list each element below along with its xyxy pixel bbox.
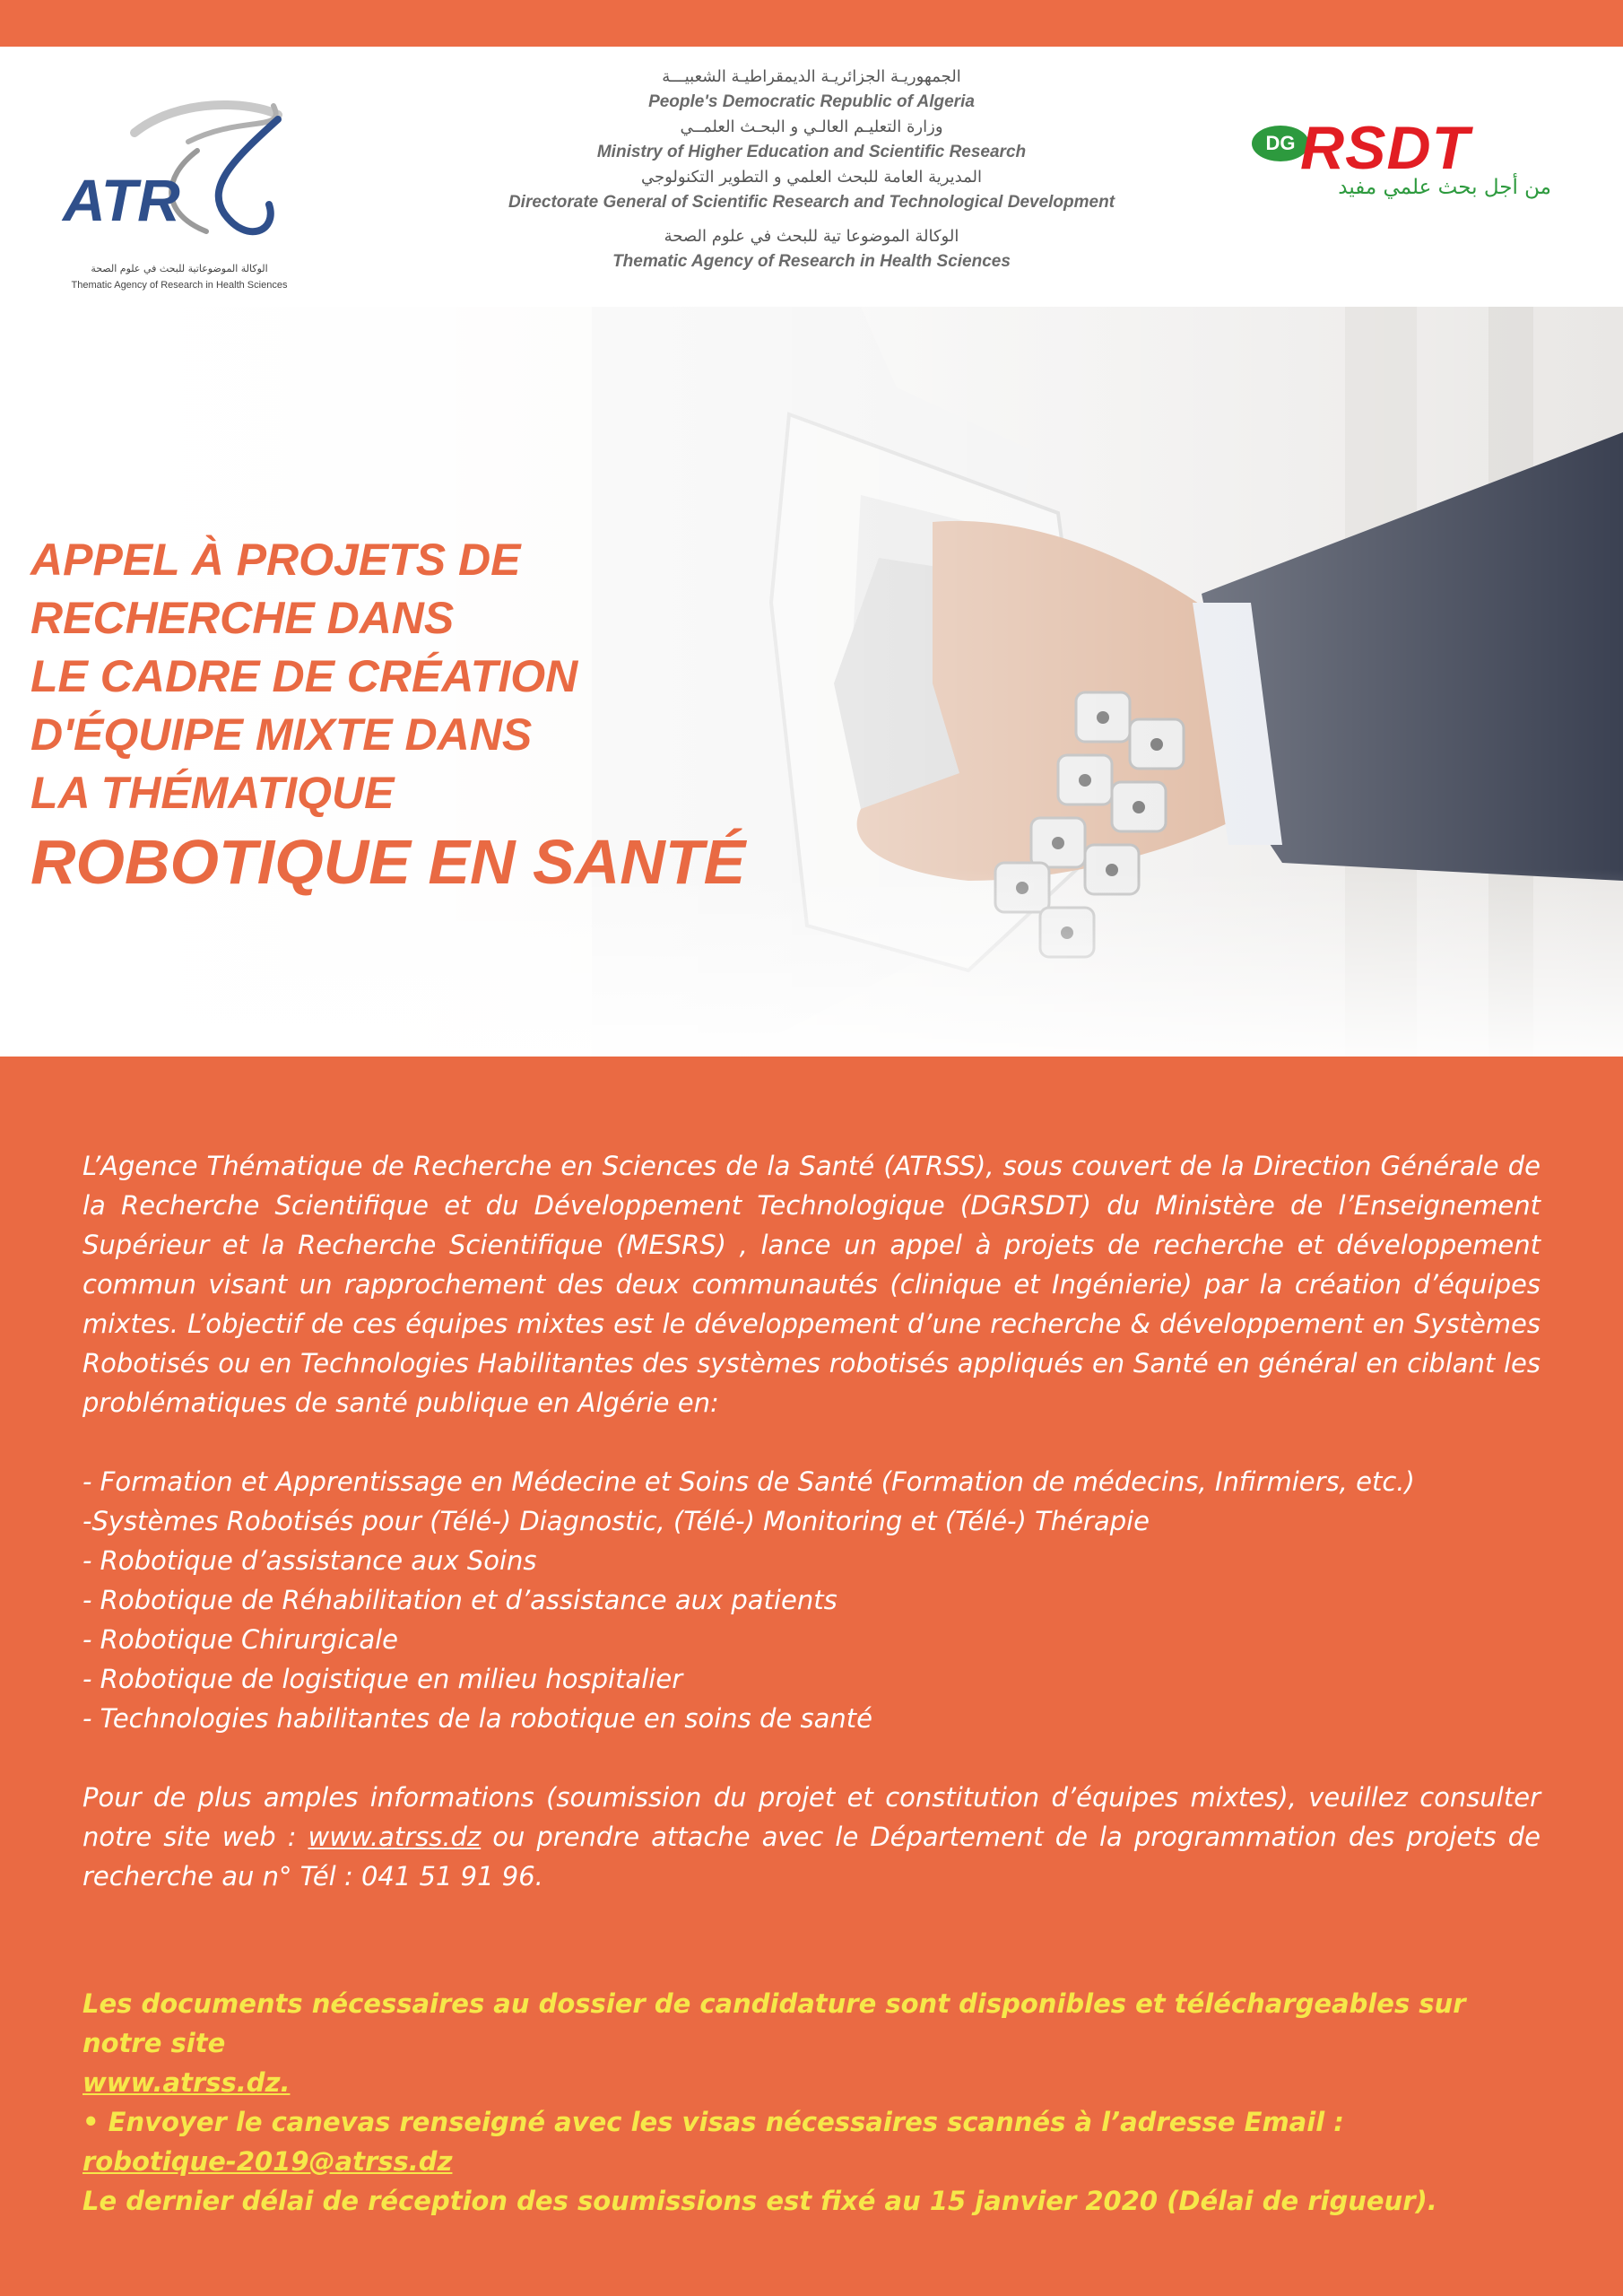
topics-list (82, 1462, 1541, 1738)
republic-arabic: الجمهوريـة الجزائريـة الديمقراطيـة الشعبيـــة (662, 67, 961, 86)
ministry-arabic: وزارة التعليـم العالـي و البحـث العلمــي (680, 117, 943, 136)
body-content (82, 1146, 1541, 2221)
directorate-arabic: المديرية العامة للبحث العلمي و التطوير التكنولوجي (640, 168, 983, 187)
dgrsdt-logo (1246, 114, 1569, 224)
hero-banner (0, 307, 1623, 1057)
documents-website-link[interactable]: www.atrss.dz. (82, 2067, 291, 2098)
agency-arabic: الوكالة الموضوعا تية للبحث في علوم الصحة (664, 227, 959, 246)
title-line: LE CADRE DE CRÉATION (30, 651, 578, 701)
hero-title (30, 531, 927, 901)
atr-logo (54, 79, 305, 291)
rsdt-slogan: من أجل بحث علمي مفيد (1338, 176, 1551, 199)
list-item: - Robotique de logistique en milieu hospitalier (82, 1664, 683, 1694)
rsdt-wordmark: RSDT (1300, 114, 1471, 182)
list-item: - Robotique Chirurgicale (82, 1624, 398, 1655)
documents-note: Les documents nécessaires au dossier de candidature sont disponibles et téléchargeables sur notre site (82, 1988, 1466, 2058)
list-item: - Technologies habilitantes de la robotique en soins de santé (82, 1703, 872, 1734)
agency-english: Thematic Agency of Research in Health Sciences (612, 252, 1011, 271)
info-paragraph (82, 1778, 1541, 1896)
list-item: -Systèmes Robotisés pour (Télé-) Diagnostic, (Télé-) Monitoring et (Télé-) Thérapie (82, 1506, 1150, 1536)
title-line: LA THÉMATIQUE (30, 768, 395, 818)
deadline-note: Le dernier délai de réception des soumissions est fixé au 15 janvier 2020 (Délai de rigueur). (82, 2186, 1437, 2216)
ministry-english: Ministry of Higher Education and Scientific Research (596, 143, 1027, 161)
title-highlight: ROBOTIQUE EN SANTÉ (30, 827, 746, 897)
email-instruction: • Envoyer le canevas renseigné avec les visas nécessaires scannés à l’adresse Email : (82, 2107, 1344, 2137)
info-text-start: Pour de plus amples informations (soumission du projet et constitution d’équipes mixtes), veuillez consulter notre site web : (82, 1782, 1541, 1852)
info-text-end: ou prendre attache avec le Département de la programmation des projets de recherche au n° Tél : 041 51 91 96. (82, 1822, 1541, 1892)
ministry-block (466, 65, 1157, 274)
intro-paragraph: L’Agence Thématique de Recherche en Sciences de la Santé (ATRSS), sous couvert de la Direction Générale de la Recherche Scientifique et du Développement Technologique (DGRSDT) du Ministère de l’Enseignement Supérieur et la Recherche Scientifique (MESRS) , lance un appel à projets de recherche et développement commun visant un rapprochement des deux communautés (clinique et Ingénierie) par la création d’équipes mixtes. L’objectif de ces équipes mixtes est le développement d’une recherche & développement en Systèmes Robotisés ou en Technologies Habilitantes des systèmes robotisés appliqués en Santé en général en ciblant les problématiques de santé publique en Algérie en: (82, 1151, 1541, 1418)
atr-english-name: Thematic Agency of Research in Health Sciences (71, 280, 288, 291)
email-link[interactable]: robotique-2019@atrss.dz (82, 2146, 453, 2177)
list-item: - Robotique d’assistance aux Soins (82, 1545, 537, 1576)
list-item: - Robotique de Réhabilitation et d’assistance aux patients (82, 1585, 838, 1615)
directorate-english: Directorate General of Scientific Research and Technological Development (508, 193, 1115, 212)
republic-english: People's Democratic Republic of Algeria (648, 92, 975, 111)
title-line: RECHERCHE DANS (30, 593, 455, 643)
atr-logo-mark-icon (54, 79, 305, 258)
atr-logo-text: ATR (63, 167, 180, 233)
top-band (0, 0, 1623, 47)
website-link[interactable]: www.atrss.dz (308, 1822, 482, 1852)
header (0, 47, 1623, 307)
atr-arabic-name: الوكالة الموضوعاتية للبحث في علوم الصحة (91, 263, 268, 274)
dg-badge: DG (1252, 126, 1309, 161)
list-item: - Formation et Apprentissage en Médecine et Soins de Santé (Formation de médecins, Infirmiers, etc.) (82, 1466, 1415, 1497)
submission-details (82, 1984, 1541, 2221)
title-line: APPEL À PROJETS DE (30, 535, 521, 585)
title-line: D'ÉQUIPE MIXTE DANS (30, 709, 533, 760)
